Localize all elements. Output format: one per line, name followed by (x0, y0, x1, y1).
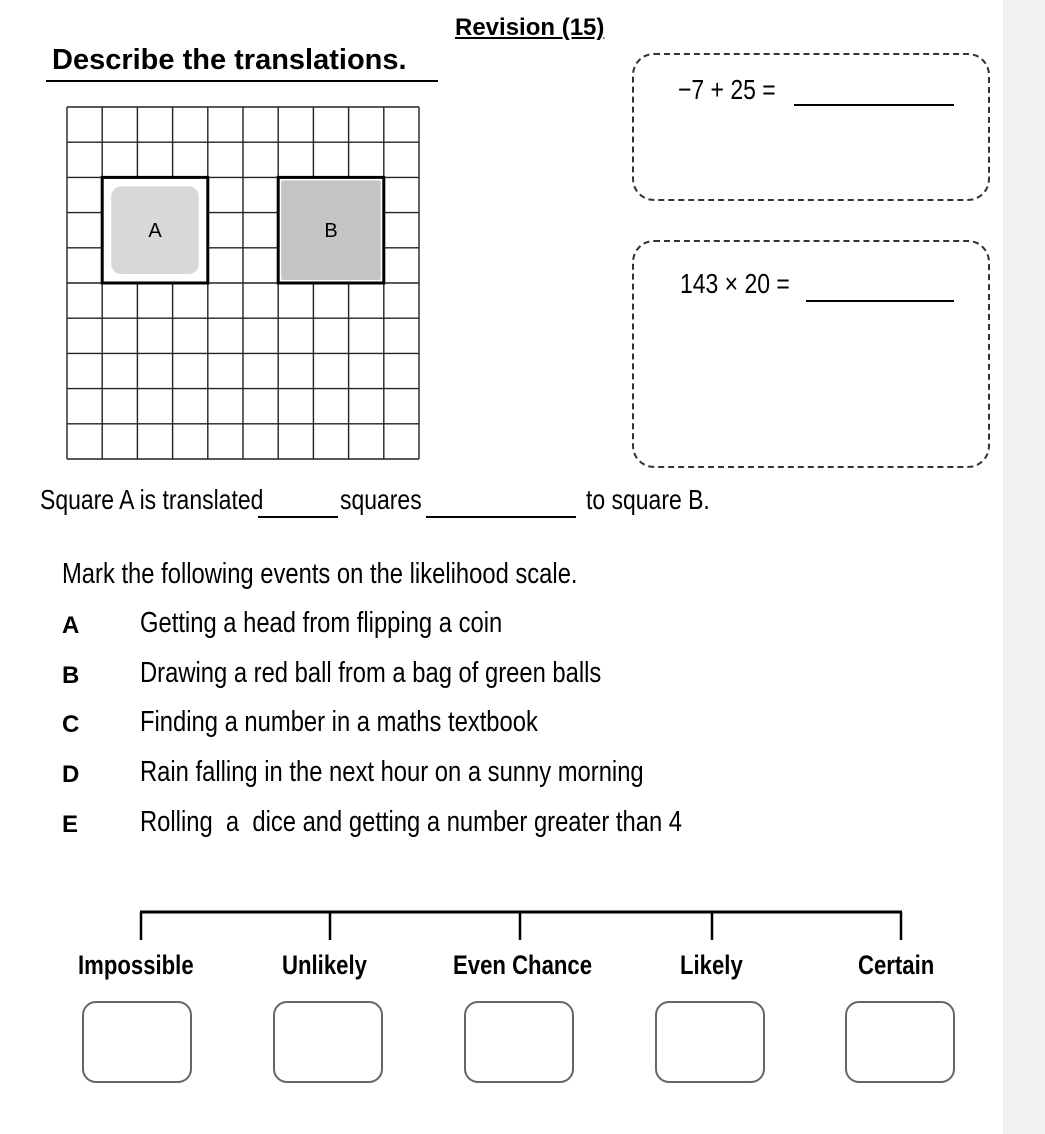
event-text-d: Rain falling in the next hour on a sunny morning (140, 756, 644, 788)
calculation-1-answer-line[interactable] (794, 104, 954, 106)
sentence-part-3: to square B. (586, 484, 710, 515)
scale-label-impossible: Impossible (78, 950, 194, 980)
direction-blank[interactable] (426, 516, 576, 518)
likelihood-prompt: Mark the following events on the likelihood scale. (62, 558, 578, 590)
event-letter-a: A (62, 612, 80, 639)
calculation-1-expression: −7 + 25 = (678, 74, 776, 105)
scale-label-unlikely: Unlikely (282, 950, 367, 980)
answer-box-impossible[interactable] (82, 1001, 192, 1083)
heading-underline (46, 80, 438, 82)
event-letter-d: D (62, 761, 80, 788)
answer-box-unlikely[interactable] (273, 1001, 383, 1083)
calculation-2-answer-line[interactable] (806, 300, 954, 302)
event-letter-b: B (62, 662, 80, 689)
scale-label-certain: Certain (858, 950, 935, 980)
answer-box-certain[interactable] (845, 1001, 955, 1083)
event-letter-c: C (62, 711, 80, 738)
event-text-b: Drawing a red ball from a bag of green balls (140, 657, 602, 689)
event-text-e: Rolling a dice and getting a number greater than 4 (140, 806, 683, 838)
square-b-label: B (324, 220, 338, 243)
square-a-label: A (148, 220, 162, 243)
sentence-part-2: squares (340, 484, 422, 515)
square-b (278, 177, 384, 283)
section-heading: Describe the translations. (52, 44, 407, 76)
scale-label-likely: Likely (680, 950, 743, 980)
scale-label-even-chance: Even Chance (453, 950, 593, 980)
square-a (102, 177, 208, 283)
answer-box-likely[interactable] (655, 1001, 765, 1083)
sentence-part-1: Square A is translated (40, 484, 264, 515)
calculation-2-expression: 143 × 20 = (680, 268, 790, 299)
page-title: Revision (15) (455, 14, 605, 41)
likelihood-scale-line (136, 906, 906, 942)
translation-grid (66, 106, 428, 468)
event-text-a: Getting a head from flipping a coin (140, 607, 503, 639)
event-letter-e: E (62, 811, 79, 838)
event-text-c: Finding a number in a maths textbook (140, 706, 538, 738)
squares-count-blank[interactable] (258, 516, 338, 518)
answer-box-even-chance[interactable] (464, 1001, 574, 1083)
